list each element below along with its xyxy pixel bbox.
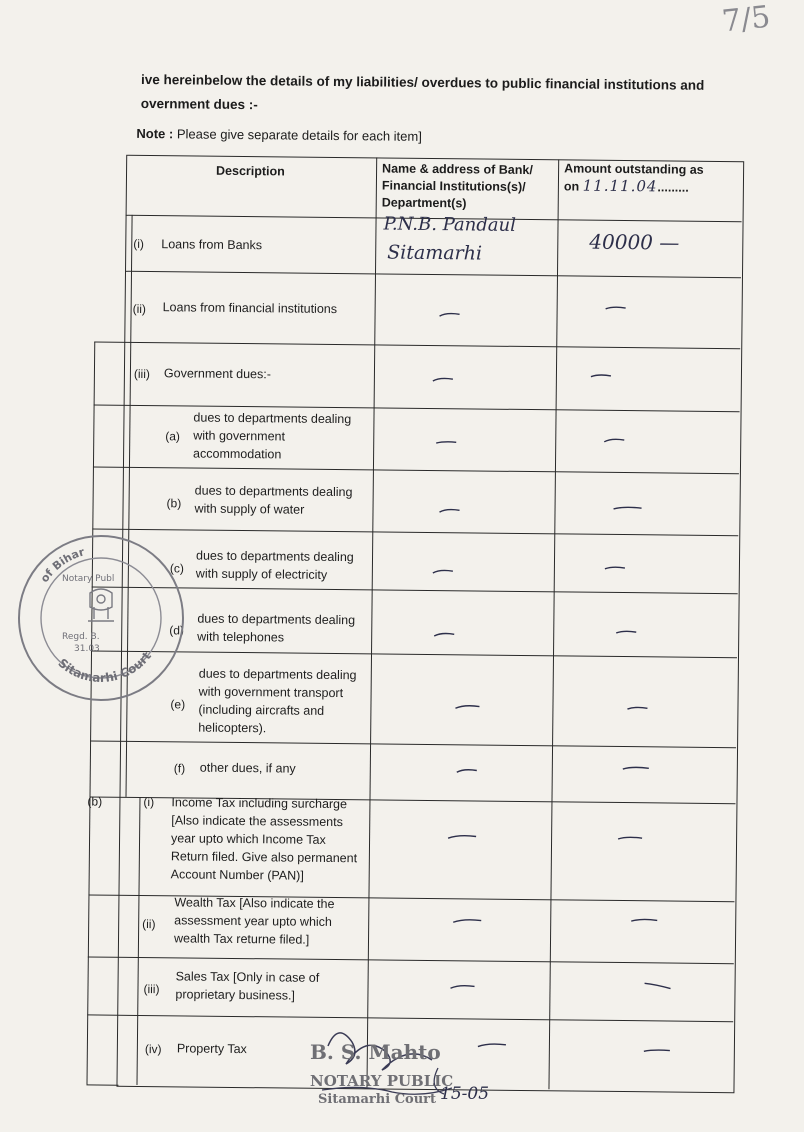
intro-line-1: ive hereinbelow the details of my liabilities/ overdues to public financial institutions and xyxy=(140,71,705,93)
row-num: (iii) xyxy=(143,982,160,997)
handwritten-date: 11.11.04 xyxy=(582,176,658,196)
nil-dash xyxy=(644,980,666,988)
nil-dash xyxy=(449,982,471,990)
row-num: (iv) xyxy=(144,1042,162,1057)
row-label-loans-banks: Loans from Banks xyxy=(161,237,263,253)
nil-dash xyxy=(438,506,460,514)
seal-top-text: of Bihar xyxy=(37,545,86,585)
nil-dash xyxy=(432,567,454,575)
row-num: (b) xyxy=(166,496,182,511)
header-description: Description xyxy=(215,163,285,179)
section-b-label: (b) xyxy=(87,794,103,809)
header-amount: Amount outstanding as on 11.11.04......... xyxy=(563,161,704,196)
nil-dash xyxy=(454,702,476,710)
row-label-accommodation: dues to departments dealing with government accommodation xyxy=(193,410,352,462)
nil-dash xyxy=(630,916,652,924)
header-bank: Name & address of Bank/ Financial Institutions(s)/ Department(s) xyxy=(381,161,533,211)
row-num: (e) xyxy=(170,697,186,712)
nil-dash xyxy=(590,372,612,380)
notary-title: NOTARY PUBLIC xyxy=(310,1072,454,1090)
row-label-other-dues: other dues, if any xyxy=(199,760,296,776)
nil-dash xyxy=(447,832,469,840)
handwritten-amount: 40000 — xyxy=(589,229,680,255)
nil-dash xyxy=(432,375,454,383)
notary-place: Sitamarhi Court xyxy=(318,1092,437,1107)
row-num: (c) xyxy=(169,561,184,576)
intro-line-2: overnment dues :- xyxy=(140,95,258,113)
nil-dash xyxy=(433,630,455,638)
row-label-electricity: dues to departments dealing with supply of electricity xyxy=(195,548,354,582)
nil-dash xyxy=(626,704,648,712)
handwritten-bank-name: P.N.B. Pandaul xyxy=(383,213,517,236)
nil-dash xyxy=(615,628,637,636)
nil-dash xyxy=(456,766,478,774)
notary-signature-stamp xyxy=(298,1020,498,1128)
row-num: (f) xyxy=(173,761,186,776)
nil-dash xyxy=(613,504,635,512)
nil-dash xyxy=(435,438,457,446)
page-number: 7/5 xyxy=(720,0,772,40)
row-label-sales-tax: Sales Tax [Only in case of proprietary business.] xyxy=(175,969,320,1003)
notary-name: B. S. Mahto xyxy=(310,1040,441,1064)
seal-bottom-text: Sitamarhi Court xyxy=(55,649,155,686)
seal-line-3: 31.03 xyxy=(74,644,100,654)
nil-dash xyxy=(604,564,626,572)
row-num: (i) xyxy=(133,236,145,251)
bottom-border-ext xyxy=(86,1084,118,1085)
handwritten-bank-city: Sitamarhi xyxy=(387,241,483,265)
nil-dash xyxy=(622,764,644,772)
emblem-icon xyxy=(88,589,114,621)
note-text: Please give separate details for each item] xyxy=(176,126,422,144)
row-label-income-tax: Income Tax including surcharge [Also indicate the assessments year upto which Income Tax Return filed. Give also permanent Account Number (PAN)] xyxy=(170,795,358,883)
row-num: (i) xyxy=(143,795,155,810)
seal-line-1: Notary Publ xyxy=(62,574,115,584)
nil-dash xyxy=(643,1046,665,1054)
note-line xyxy=(136,126,422,144)
row-label-transport: dues to departments dealing with government transport (including aircrafts and helicopters). xyxy=(198,666,357,736)
row-num: (d) xyxy=(169,623,184,638)
row-label-telephones: dues to departments dealing with telephones xyxy=(197,611,356,645)
seal-line-2: Regd. B. xyxy=(62,632,100,642)
notary-seal xyxy=(10,527,192,712)
row-label-property-tax: Property Tax xyxy=(176,1041,247,1057)
row-num: (iii) xyxy=(133,366,151,382)
row-label-loans-fi: Loans from financial institutions xyxy=(162,300,338,317)
row-label-wealth-tax: Wealth Tax [Also indicate the assessment year upto which wealth Tax returne filed.] xyxy=(173,895,335,947)
nil-dash xyxy=(605,304,627,312)
row-label-gov-dues: Government dues:- xyxy=(163,366,272,382)
row-num: (ii) xyxy=(142,917,156,932)
nil-dash xyxy=(439,310,461,318)
handwritten-stamp-date: 15-05 xyxy=(440,1084,490,1104)
row-label-water: dues to departments dealing with supply of water xyxy=(194,483,353,517)
nil-dash xyxy=(452,916,474,924)
row-num: (a) xyxy=(165,429,181,444)
left-border xyxy=(86,341,95,1084)
nil-dash xyxy=(617,834,639,842)
svg-text:Sitamarhi Court xyxy=(55,649,154,685)
nil-dash xyxy=(603,436,625,444)
note-label: Note : xyxy=(136,125,174,142)
row-num: (ii) xyxy=(132,301,147,317)
